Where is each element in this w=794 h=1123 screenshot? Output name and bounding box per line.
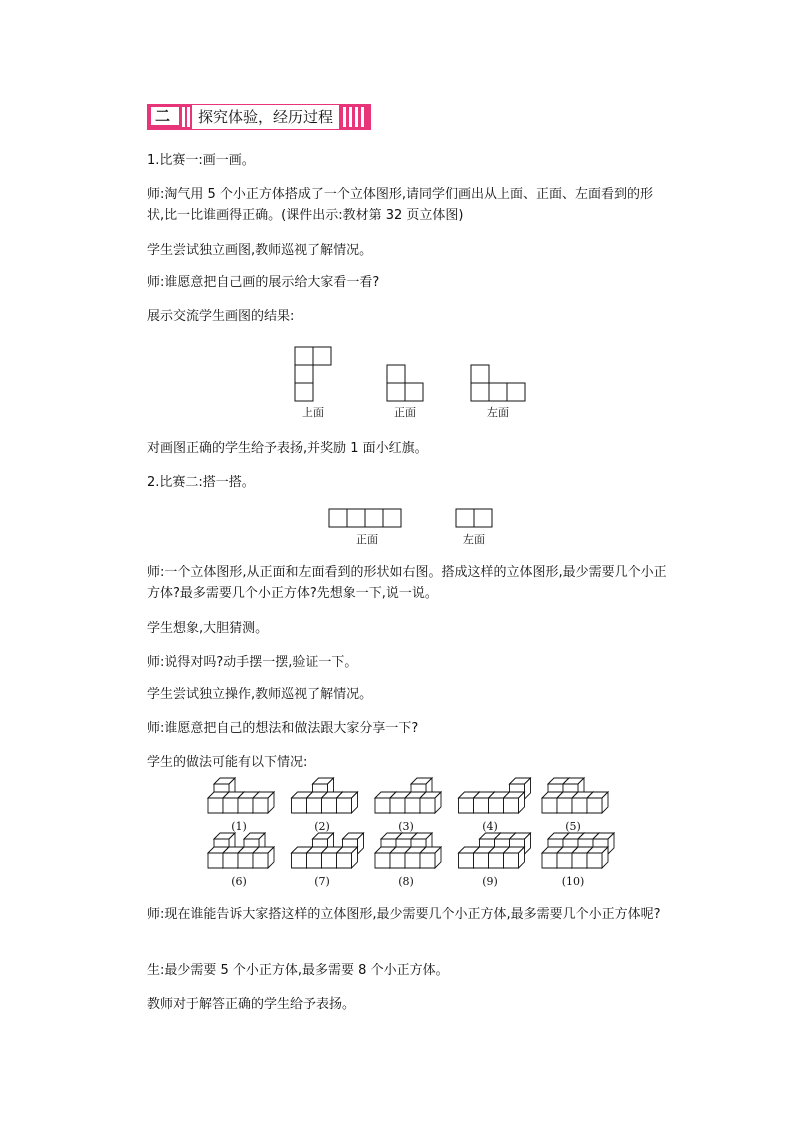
paragraph: 教师对于解答正确的学生给予表扬。 xyxy=(147,997,356,1012)
paragraph: 学生想象,大胆猜测。 xyxy=(147,621,269,636)
square xyxy=(347,509,365,527)
cube-arrangement xyxy=(375,778,441,813)
cube-arrangement xyxy=(542,778,608,813)
banner-divider xyxy=(182,107,185,127)
square xyxy=(387,365,405,383)
view-label: 上面 xyxy=(302,406,324,419)
square xyxy=(507,383,525,401)
arrangement-label: (7) xyxy=(314,875,330,888)
paragraph: 师:淘气用 5 个小正方体搭成了一个立体图形,请同学们画出从上面、正面、左面看到的形状,比一比谁画得正确。(课件出示:教材第 32 页立体图) xyxy=(147,187,654,223)
square xyxy=(387,383,405,401)
cube-arrangement xyxy=(375,833,441,868)
square xyxy=(365,509,383,527)
section-number-box xyxy=(151,107,179,125)
paragraph: 师:说得对吗?动手摆一摆,验证一下。 xyxy=(147,655,358,670)
three-views-figure xyxy=(290,342,540,422)
arrangement-label: (1) xyxy=(231,820,247,833)
cube-arrangement xyxy=(542,833,614,868)
cube xyxy=(337,847,358,868)
square xyxy=(405,383,423,401)
section-title: 探究体验，经历过程 xyxy=(192,105,339,129)
view-label: 正面 xyxy=(394,406,416,419)
view-label: 左面 xyxy=(487,406,509,419)
paragraph: 展示交流学生画图的结果: xyxy=(147,309,295,324)
square xyxy=(456,509,474,527)
banner-divider xyxy=(361,107,364,127)
banner-divider xyxy=(187,107,190,127)
cube xyxy=(253,847,274,868)
cube xyxy=(420,847,441,868)
paragraph: 生:最少需要 5 个小正方体,最多需要 8 个小正方体。 xyxy=(147,963,449,978)
square xyxy=(329,509,347,527)
square xyxy=(383,509,401,527)
cube-arrangement xyxy=(208,778,274,813)
paragraph: 学生尝试独立画图,教师巡视了解情况。 xyxy=(147,243,373,258)
cube xyxy=(587,792,608,813)
arrangement-label: (3) xyxy=(398,820,414,833)
square xyxy=(295,365,313,383)
square xyxy=(313,347,331,365)
section-number: 二 xyxy=(155,107,171,125)
cube-arrangement xyxy=(292,778,358,813)
paragraph: 1.比赛一:画一画。 xyxy=(147,153,255,168)
paragraph: 对画图正确的学生给予表扬,并奖励 1 面小红旗。 xyxy=(147,441,428,456)
section-banner xyxy=(147,104,371,130)
paragraph: 2.比赛二:搭一搭。 xyxy=(147,475,255,490)
view-label: 正面 xyxy=(356,533,378,546)
square xyxy=(489,383,507,401)
arrangement-label: (6) xyxy=(231,875,247,888)
arrangement-label: (5) xyxy=(565,820,581,833)
banner-divider xyxy=(343,107,346,127)
banner-divider xyxy=(355,107,358,127)
cube xyxy=(504,792,525,813)
square xyxy=(471,383,489,401)
cube-arrangement xyxy=(292,833,364,868)
cube xyxy=(420,792,441,813)
paragraph: 师:现在谁能告诉大家搭这样的立体图形,最少需要几个小正方体,最多需要几个小正方体呢? xyxy=(147,907,661,922)
front-left-views-figure xyxy=(325,505,505,549)
arrangement-label: (4) xyxy=(482,820,498,833)
arrangement-label: (10) xyxy=(561,875,585,888)
banner-divider xyxy=(349,107,352,127)
cube-arrangement xyxy=(459,833,531,868)
cube xyxy=(337,792,358,813)
paragraph: 师:谁愿意把自己的想法和做法跟大家分享一下? xyxy=(147,721,419,736)
arrangement-label: (9) xyxy=(482,875,498,888)
cube xyxy=(504,847,525,868)
cube xyxy=(587,847,608,868)
cube-arrangement xyxy=(208,833,274,868)
paragraph: 学生的做法可能有以下情况: xyxy=(147,755,308,770)
cube-arrangements-figure xyxy=(200,782,620,894)
square xyxy=(471,365,489,383)
cube xyxy=(253,792,274,813)
cube-arrangement xyxy=(459,778,531,813)
paragraph: 学生尝试独立操作,教师巡视了解情况。 xyxy=(147,687,373,702)
view-label: 左面 xyxy=(463,533,485,546)
paragraph: 师:谁愿意把自己画的展示给大家看一看? xyxy=(147,275,380,290)
arrangement-label: (8) xyxy=(398,875,414,888)
square xyxy=(295,347,313,365)
paragraph: 师:一个立体图形,从正面和左面看到的形状如右图。搭成这样的立体图形,最少需要几个小正方体?最多需要几个小正方体?先想象一下,说一说。 xyxy=(147,565,667,601)
square xyxy=(295,383,313,401)
square xyxy=(474,509,492,527)
arrangement-label: (2) xyxy=(314,820,330,833)
